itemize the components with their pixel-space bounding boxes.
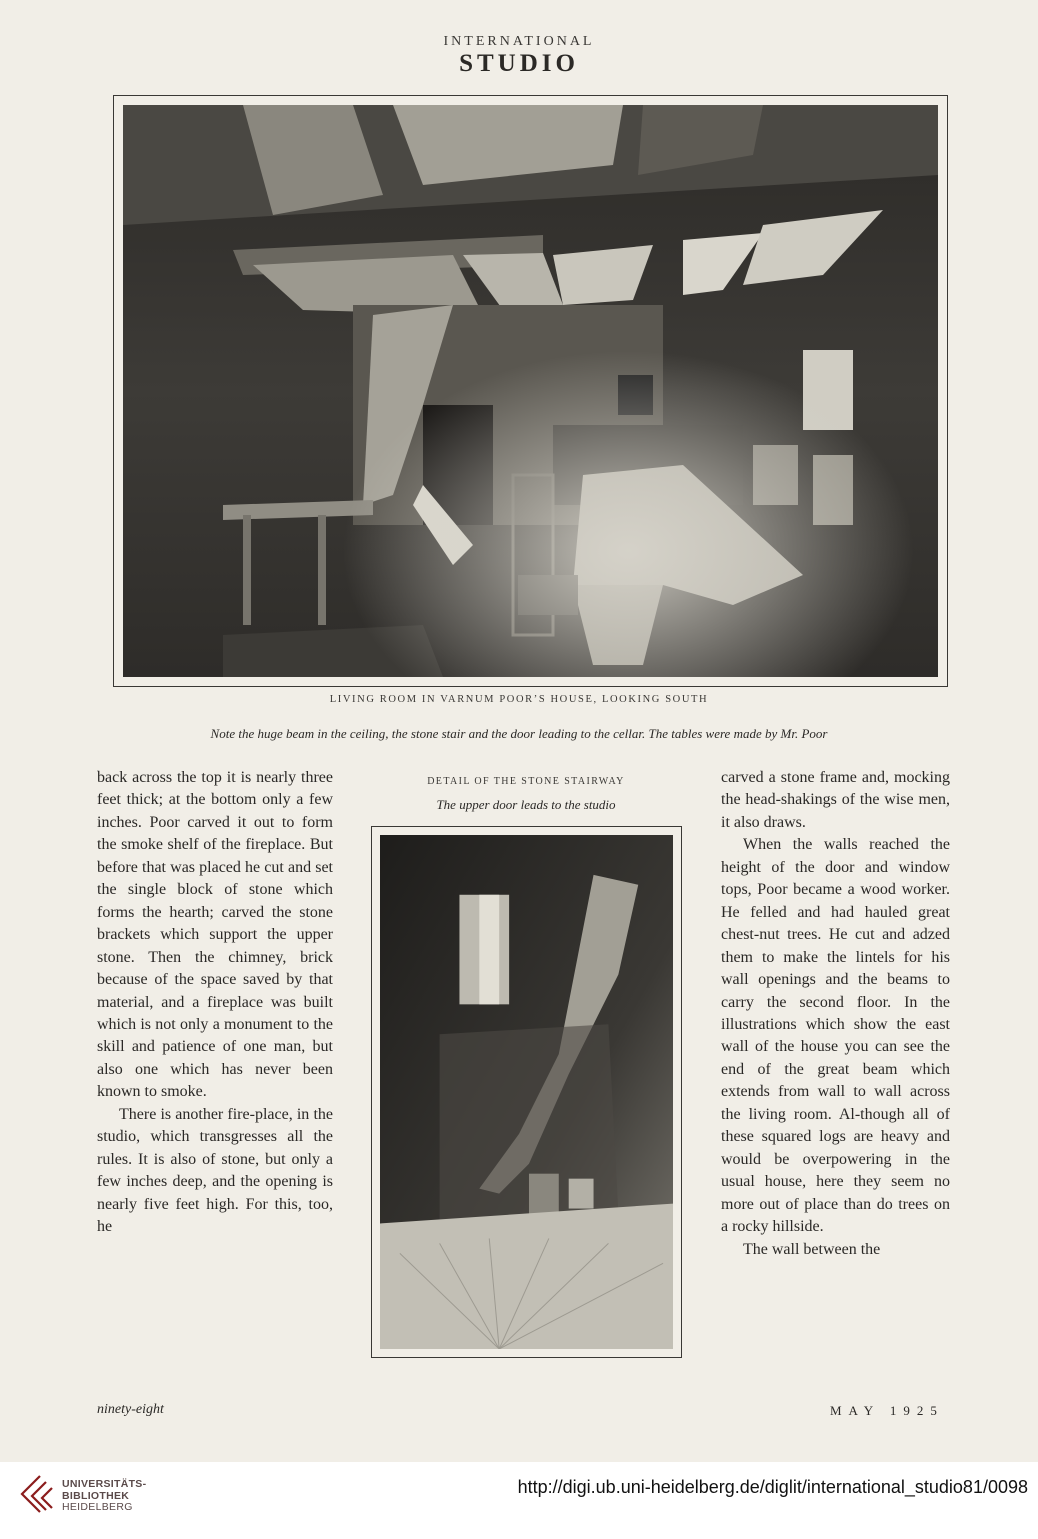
left-paragraph-2: There is another fire-place, in the studio, which transgresses all the rules. It is also of stone, but only a few inches deep, and the opening is nearly five feet high. For this, too, he <box>97 1105 333 1236</box>
library-logo-icon <box>18 1472 54 1520</box>
library-line-1: UNIVERSITÄTS- <box>62 1478 147 1490</box>
right-paragraph-3: The wall between the <box>743 1240 881 1258</box>
left-paragraph-1: back across the top it is nearly three feet thick; at the bottom only a few inches. Poor carved it out to form the smoke shelf of the fireplace. But before that was placed he cut and set the single block of stone which forms the hearth; carved the stone brackets which support the upper stone. Then the chimney, brick because of the space saved by that material, and a fireplace was built which is not only a monument to the skill and patience of one man, but also one which has never been known to smoke. <box>97 769 333 1101</box>
living-room-photo <box>113 95 948 687</box>
stone-stairway-photo <box>371 826 682 1358</box>
figure1-caption-title: LIVING ROOM IN VARNUM POOR’S HOUSE, LOOKING SOUTH <box>329 694 709 705</box>
library-line-3: HEIDELBERG <box>62 1501 133 1513</box>
masthead-top: INTERNATIONAL <box>443 34 595 49</box>
figure2-caption-note: The upper door leads to the studio <box>436 797 616 812</box>
library-line-2: BIBLIOTHEK <box>62 1489 130 1502</box>
page-number: ninety-eight <box>97 1402 164 1417</box>
figure2-caption-title: DETAIL OF THE STONE STAIRWAY <box>427 776 625 787</box>
right-paragraph-1: carved a stone frame and, mocking the head-shakings of the wise men, it also draws. <box>721 769 950 831</box>
article-right-column <box>721 767 950 1261</box>
library-footer <box>0 1462 1038 1539</box>
library-name <box>62 1479 146 1514</box>
issue-date: MAY 1925 <box>830 1403 944 1418</box>
article-left-column <box>97 767 333 1239</box>
living-room-image <box>123 105 938 677</box>
masthead-title: STUDIO <box>459 50 579 77</box>
right-paragraph-2: When the walls reached the height of the door and window tops, Poor became a wood worker. He felled and had hauled great chest-nut trees. He cut and adzed them to make the lintels for his wall openings and the beams to carry the second floor. In the illustrations which show the east wall of the house you can see the end of the great beam which extends from wall to wall across the living room. Al-though all of these squared logs are heavy and would be overpowering in the usual house, here they seem no more out of place than do trees on a rocky hillside. <box>721 836 950 1236</box>
source-url[interactable]: http://digi.ub.uni-heidelberg.de/diglit/international_studio81/0098 <box>517 1477 1028 1497</box>
figure1-caption-note: Note the huge beam in the ceiling, the stone stair and the door leading to the cellar. The tables were made by Mr. Poor <box>210 726 828 741</box>
stone-stairway-image <box>380 835 673 1349</box>
